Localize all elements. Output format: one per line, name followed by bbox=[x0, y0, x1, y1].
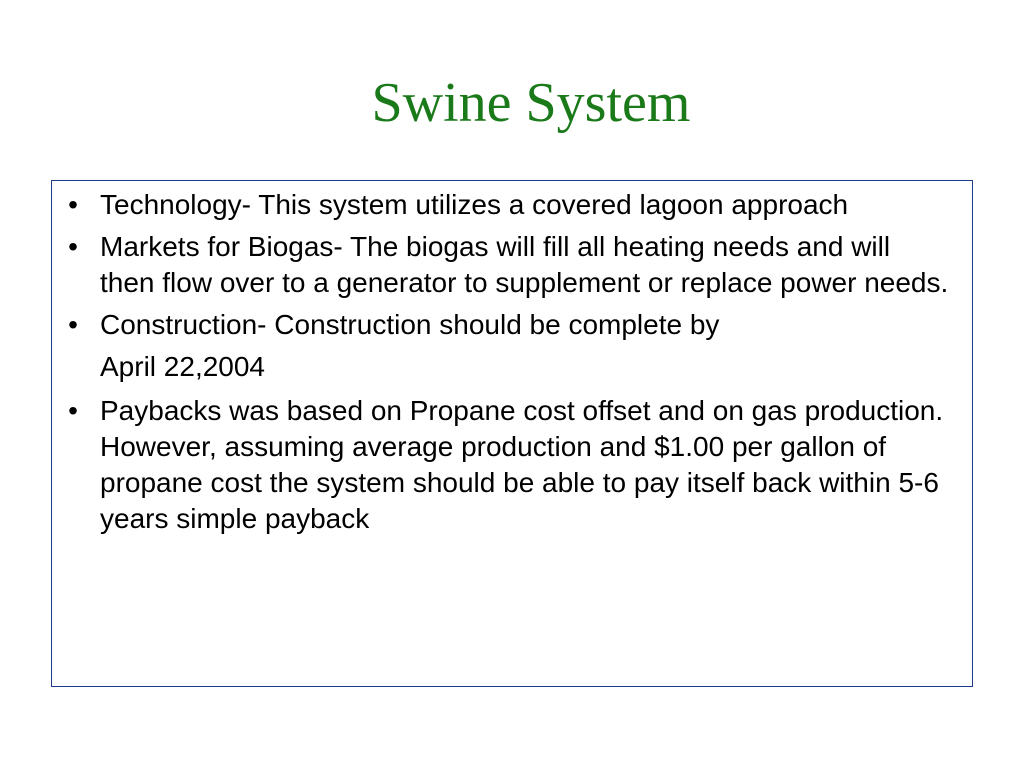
bullet-dot-icon: • bbox=[68, 309, 78, 340]
bullet-dot-icon: • bbox=[68, 231, 78, 262]
slide-title: Swine System bbox=[371, 72, 691, 134]
construction-date: April 22,2004 bbox=[100, 351, 266, 382]
bullet-list bbox=[52, 187, 952, 543]
bullet-item-markets bbox=[52, 229, 952, 301]
bullet-text: Markets for Biogas- The biogas will fill all heating needs and will then flow over to a generator to supplement or replace power needs. bbox=[100, 231, 949, 298]
bullet-text: Paybacks was based on Propane cost offset and on gas production. However, assuming average production and $1.00 per gallon of propane cost the system should be able to pay itself back within 5-6 years simple payback bbox=[100, 395, 944, 534]
bullet-dot-icon: • bbox=[68, 189, 78, 220]
bullet-dot-icon: • bbox=[68, 395, 78, 426]
bullet-item-technology bbox=[52, 187, 952, 223]
bullet-item-construction bbox=[52, 307, 952, 343]
bullet-item-paybacks bbox=[52, 393, 952, 537]
bullet-text: Technology- This system utilizes a covered lagoon approach bbox=[100, 189, 849, 220]
bullet-text: Construction- Construction should be complete by bbox=[100, 309, 720, 340]
content-box bbox=[51, 180, 973, 687]
